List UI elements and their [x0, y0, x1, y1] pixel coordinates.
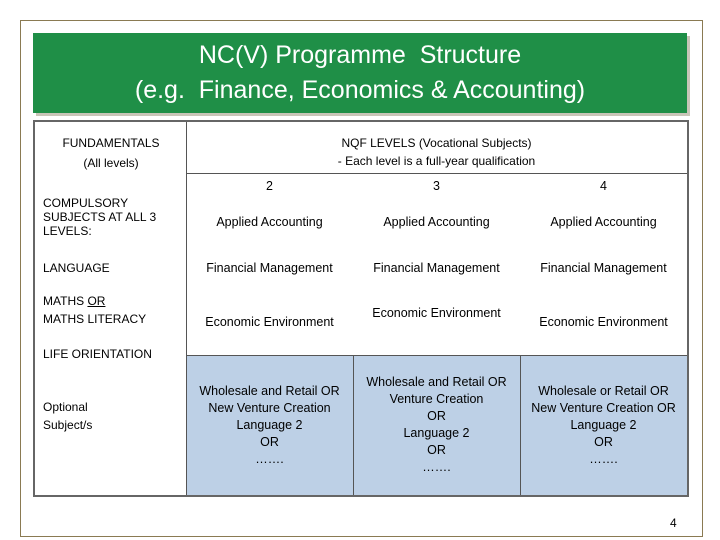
- optional-subjects-label: Optional Subject/s: [43, 400, 93, 432]
- level-3-header: 3: [433, 178, 440, 193]
- economic-environment-level-2: Economic Environment: [205, 314, 334, 329]
- economic-environment-level-3: Economic Environment: [372, 305, 501, 320]
- title-line-1: NC(V) Programme Structure: [198, 41, 522, 69]
- optional-subjects-level-2: Wholesale and Retail OR New Venture Creation Language 2 OR …….: [199, 383, 340, 466]
- or-connector: OR: [87, 294, 106, 308]
- row-divider: [186, 173, 687, 174]
- optional-subjects-level-3: Wholesale and Retail OR Venture Creation OR Language 2 OR …….: [366, 375, 507, 474]
- compulsory-subjects-label: COMPULSORY SUBJECTS AT ALL 3 LEVELS:: [43, 196, 157, 238]
- title-banner: [33, 33, 687, 113]
- life-orientation-subject: LIFE ORIENTATION: [43, 347, 152, 361]
- page-number: 4: [670, 516, 677, 530]
- fundamentals-header: FUNDAMENTALS (All levels): [62, 136, 160, 170]
- programme-table: [33, 120, 689, 497]
- level-4-header: 4: [600, 178, 607, 193]
- language-subject: LANGUAGE: [43, 261, 110, 275]
- title-line-2: (e.g. Finance, Economics & Accounting): [134, 76, 586, 104]
- applied-accounting-level-3: Applied Accounting: [383, 214, 490, 229]
- maths-literacy-subject: MATHS LITERACY: [43, 312, 147, 326]
- optional-subjects-level-4: Wholesale or Retail OR New Venture Creation OR Language 2 OR …….: [531, 383, 676, 466]
- nqf-levels-header: NQF LEVELS (Vocational Subjects) - Each level is a full-year qualification: [337, 136, 536, 168]
- economic-environment-level-4: Economic Environment: [539, 314, 668, 329]
- maths-subject: MATHS OR: [43, 294, 106, 308]
- row-divider: [186, 355, 687, 356]
- applied-accounting-level-4: Applied Accounting: [550, 214, 657, 229]
- financial-management-level-4: Financial Management: [540, 260, 667, 275]
- financial-management-level-3: Financial Management: [373, 260, 500, 275]
- financial-management-level-2: Financial Management: [206, 260, 333, 275]
- applied-accounting-level-2: Applied Accounting: [216, 214, 323, 229]
- level-2-header: 2: [266, 178, 273, 193]
